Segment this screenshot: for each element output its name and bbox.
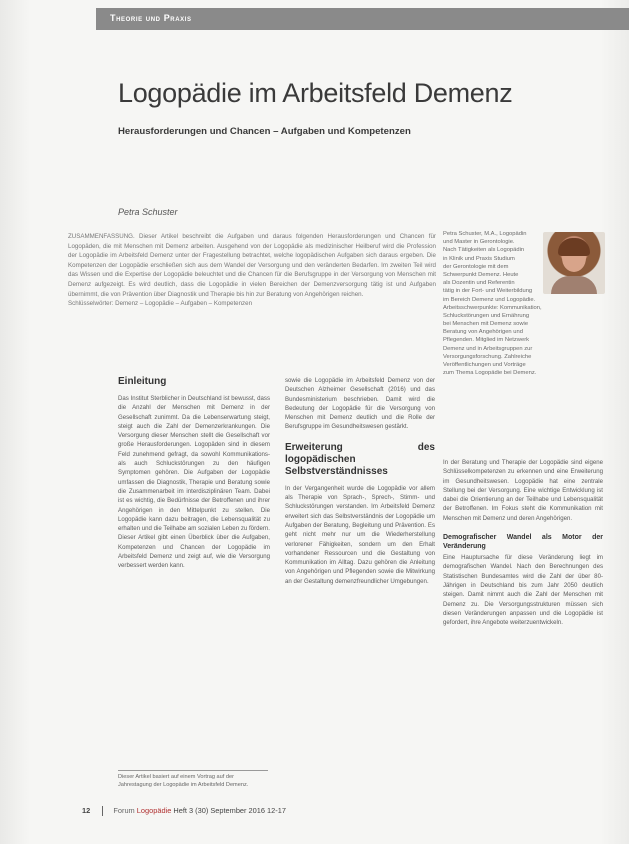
bio-line: Veröffentlichungen und Vorträge [443, 362, 526, 368]
column-1-text: Das Institut Sterblicher in Deutschland ist bewusst, dass die Anzahl der Menschen mit Demenz in der Gesellschaft zunimmt. Da die Lebenserwartung steigt, steigt auch die Zahl der Demenzerkrankungen. Die Versorgung dieser Menschen stellt die Gesellschaft vor große Herausforderungen. Logopäden sind in diesem Feld zunehmend gefragt, da sowohl Kommunikations- als auch Schluckstörungen zu den häufigen Symptomen gehören. Die Aufgaben der Logopädie umfassen die Diagnostik, Therapie und Beratung sowie die Zusammenarbeit im interdisziplinären Team. Dabei ist es wichtig, die Bedürfnisse der Betroffenen und ihrer Angehörigen in den Mittelpunkt zu stellen. Die Logopädie kann dazu beitragen, die Lebensqualität zu erhalten und die Teilhabe am sozialen Leben zu fördern. Dieser Artikel gibt einen Überblick über die Aufgaben, Kompetenzen und Chancen der Logopädie im Arbeitsfeld Demenz und zeigt auf, wie die Versorgung verbessert werden kann. [118, 395, 270, 570]
bio-line: tätig in der Fort- und Weiterbildung [443, 288, 533, 295]
author-name: Petra Schuster [118, 207, 178, 217]
bio-line: als Dozentin und Referentin [443, 280, 515, 287]
section-heading-einleitung: Einleitung [118, 376, 167, 387]
article-subtitle: Herausforderungen und Chancen – Aufgaben und Kompetenzen [118, 126, 411, 137]
section-label: Theorie und Praxis [110, 13, 192, 23]
footer-divider [102, 806, 103, 816]
section-heading-demografie: Demografischer Wandel als Motor der Veränderung [443, 534, 603, 551]
bio-line: Arbeitsschwerpunkte: Kommunikation, [443, 304, 542, 311]
abstract [68, 232, 436, 324]
column-3-text: Eine Hauptursache für diese Veränderung liegt im demografischen Wandel. Nach den Berechnungen des Statistischen Bundesamtes wird die Zahl der über 80-Jährigen in Deutschland bis zum Jahr 2050 deutlich steigen. Damit nimmt auch die Zahl der Menschen mit Demenz zu. Die Versorgungsstrukturen müssen sich diesen Veränderungen anpassen und die Logopädie ist gefordert, ihre Angebote weiterzuentwickeln. [443, 554, 603, 627]
page-number: 12 [82, 806, 91, 815]
abstract-text: ZUSAMMENFASSUNG. Dieser Artikel beschreibt die Aufgaben und daraus folgenden Herausforderungen und Chancen für Logopäden, die mit Menschen mit Demenz arbeiten. Ausgehend von der Logopädie als medizinischer Heilberuf wird die Profession der Logopädie im Arbeitsfeld Demenz unter der Fragestellung betrachtet, welche logopädischen Aufgaben sich daraus ergeben. Die Kompetenzen der Logopädie erschließen sich aus dem Wandel der Versorgung und den veränderten Bedarfen. Im zweiten Teil wird das Wissen und die Expertise der Logopädie beleuchtet und die Chancen für die Berufsgruppe in der Versorgung von Menschen mit Demenz aufgezeigt. Es wird deutlich, dass die Logopädie in vielen Bereichen der Demenzversorgung tätig ist und Aufgaben übernimmt, die von Prävention über Diagnostik und Therapie bis hin zur Beratung von Angehörigen reichen. [68, 233, 436, 298]
bio-line: und Master in Gerontologie. [443, 239, 515, 246]
bio-line: Demenz und in Arbeitsgruppen zur [443, 345, 533, 352]
section-header-bar [96, 8, 629, 30]
journal-brand [113, 806, 171, 815]
bio-line: bei Menschen mit Demenz sowie [443, 321, 529, 328]
bio-line: in Klinik und Praxis Studium [443, 255, 515, 262]
brand-forum: Forum [113, 806, 135, 815]
article-title: Logopädie im Arbeitsfeld Demenz [118, 78, 513, 108]
column-2 [285, 376, 435, 816]
footnote: Dieser Artikel basiert auf einem Vortrag auf der Jahrestagung der Logopädie im Arbeitsfeld Demenz. [118, 770, 268, 790]
column-1 [118, 376, 270, 816]
section-heading-selbstverstaendnis: Erweiterung des logopädischen Selbstverständnisses [285, 441, 435, 477]
bio-line: Schluckstörungen und Ernährung [443, 312, 530, 319]
page-footer [82, 806, 286, 816]
bio-line: Beratung von Angehörigen und [443, 329, 523, 336]
column-2-intro-text: sowie die Logopädie im Arbeitsfeld Demenz von der Deutschen Alzheimer Gesellschaft (2016) und das Bundesministerium beschrieben. Damit wird die Bedeutung der Logopädie für die Versorgung von Menschen mit Demenz deutlich und die Rolle der Berufsgruppe im Gesundheitswesen gestärkt. [285, 377, 435, 431]
bio-line: im Bereich Demenz und Logopädie. [443, 296, 536, 303]
bio-line: Petra Schuster, M.A., Logopädin [443, 231, 527, 237]
bio-line: zum Thema Logopädie bei Demenz. [443, 370, 537, 377]
bio-line: Pflegenden. Mitglied im Netzwerk [443, 337, 530, 344]
column-3-intro-text: In der Beratung und Therapie der Logopädie sind eigene Schlüsselkompetenzen zu erkennen und eine Erweiterung im Gesundheitswesen. Logopädie hat eine zentrale Stellung bei der Versorgung. Eine wichtige Entwicklung ist dabei die Orientierung an der Teilhabe und Lebensqualität der Betroffenen. Im Fokus steht die Kommunikation mit Menschen mit Demenz und deren Angehörigen. [443, 459, 603, 522]
author-photo [543, 232, 605, 294]
keywords: Schlüsselwörter: Demenz – Logopädie – Aufgaben – Kompetenzen [68, 300, 253, 308]
column-3 [443, 458, 603, 834]
bio-line: Schwerpunkt Demenz. Heute [443, 271, 519, 278]
brand-logopaedie: Logopädie [136, 806, 172, 815]
bio-line: der Gerontologie mit dem [443, 263, 509, 270]
author-bio [443, 230, 611, 377]
issue-info: Heft 3 (30) September 2016 12-17 [173, 806, 286, 815]
bio-line: Versorgungsforschung. Zahlreiche [443, 353, 532, 360]
bio-line: Nach Tätigkeiten als Logopädin [443, 247, 525, 254]
column-2-text: In der Vergangenheit wurde die Logopädie vor allem als Therapie von Sprach-, Sprech-, Stimm- und Schluckstörungen verstanden. Im Arbeitsfeld Demenz erweitert sich das Selbstverständnis der Logopädie um Aufgaben der Beratung, Begleitung und Prävention. Es geht nicht mehr nur um die Wiederherstellung verlorener Fähigkeiten, sondern um den Erhalt vorhandener Ressourcen und die Gestaltung von Kommunikation im Alltag. Dazu gehören die Anleitung von Angehörigen und Pflegenden sowie die Mitwirkung an der Gestaltung demenzfreundlicher Umgebungen. [285, 484, 435, 585]
